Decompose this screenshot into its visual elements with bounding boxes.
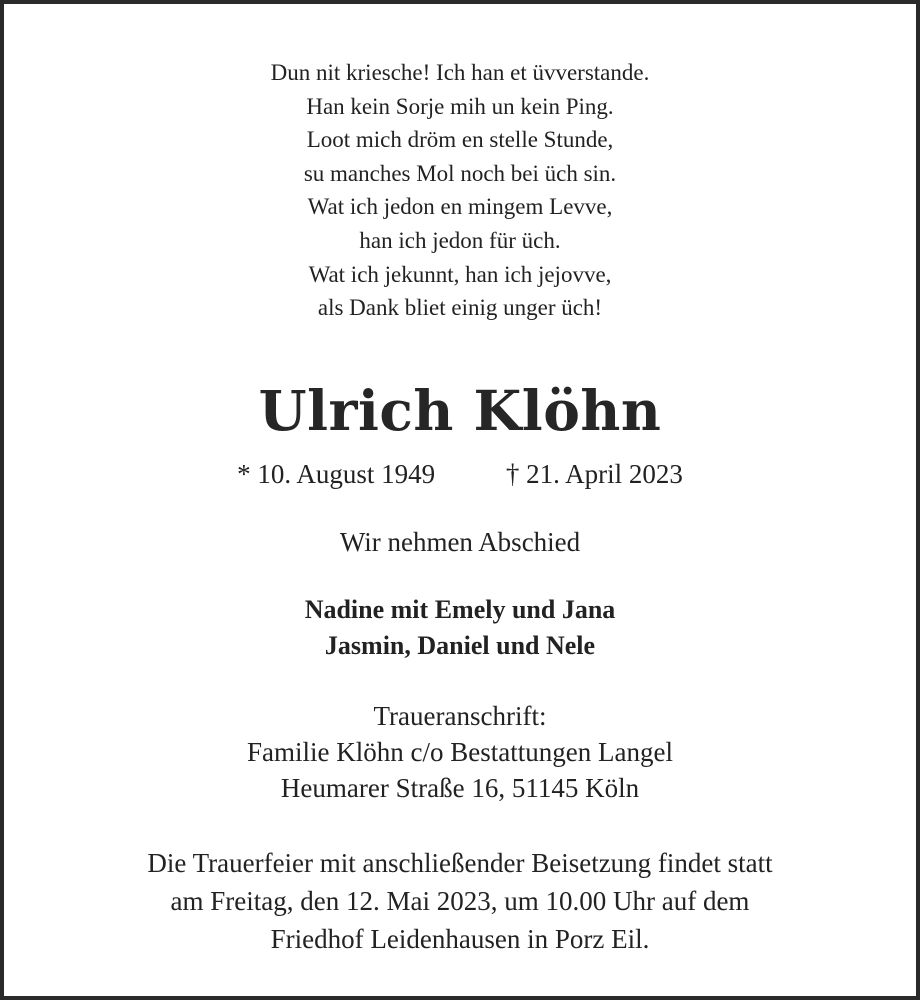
poem-line: Dun nit kriesche! Ich han et üvverstande. bbox=[270, 60, 650, 85]
ceremony-line: Die Trauerfeier mit anschließender Beisetzung findet statt bbox=[147, 848, 773, 878]
ceremony-line: am Freitag, den 12. Mai 2023, um 10.00 Uhr auf dem bbox=[170, 886, 750, 916]
deceased-name: Ulrich Klöhn bbox=[258, 378, 662, 443]
poem-line: Wat ich jekunnt, han ich jejovve, bbox=[308, 261, 612, 287]
farewell-text: Wir nehmen Abschied bbox=[339, 527, 581, 557]
poem-line: han ich jedon für üch. bbox=[359, 227, 561, 253]
life-dates bbox=[4, 456, 916, 492]
address-line: Heumarer Straße 16, 51145 Köln bbox=[280, 773, 640, 803]
mourners bbox=[4, 592, 916, 664]
death-date: † 21. April 2023 bbox=[505, 459, 683, 489]
poem-line: Wat ich jedon en mingem Levve, bbox=[307, 194, 613, 220]
birth-date: * 10. August 1949 bbox=[237, 459, 436, 489]
poem-line: als Dank bliet einig unger üch! bbox=[317, 295, 603, 321]
mourning-address bbox=[4, 698, 916, 806]
ceremony-info bbox=[4, 844, 916, 958]
poem-line: Han kein Sorje mih un kein Ping. bbox=[306, 93, 614, 119]
poem-line: su manches Mol noch bei üch sin. bbox=[303, 160, 617, 186]
mourner-line: Jasmin, Daniel und Nele bbox=[324, 631, 596, 660]
address-line: Familie Klöhn c/o Bestattungen Langel bbox=[247, 737, 673, 767]
ceremony-line: Friedhof Leidenhausen in Porz Eil. bbox=[270, 924, 650, 954]
mourner-line: Nadine mit Emely und Jana bbox=[304, 595, 616, 624]
poem-line: Loot mich dröm en stelle Stunde, bbox=[306, 127, 614, 153]
poem bbox=[4, 56, 916, 325]
address-label: Traueranschrift: bbox=[373, 701, 547, 731]
